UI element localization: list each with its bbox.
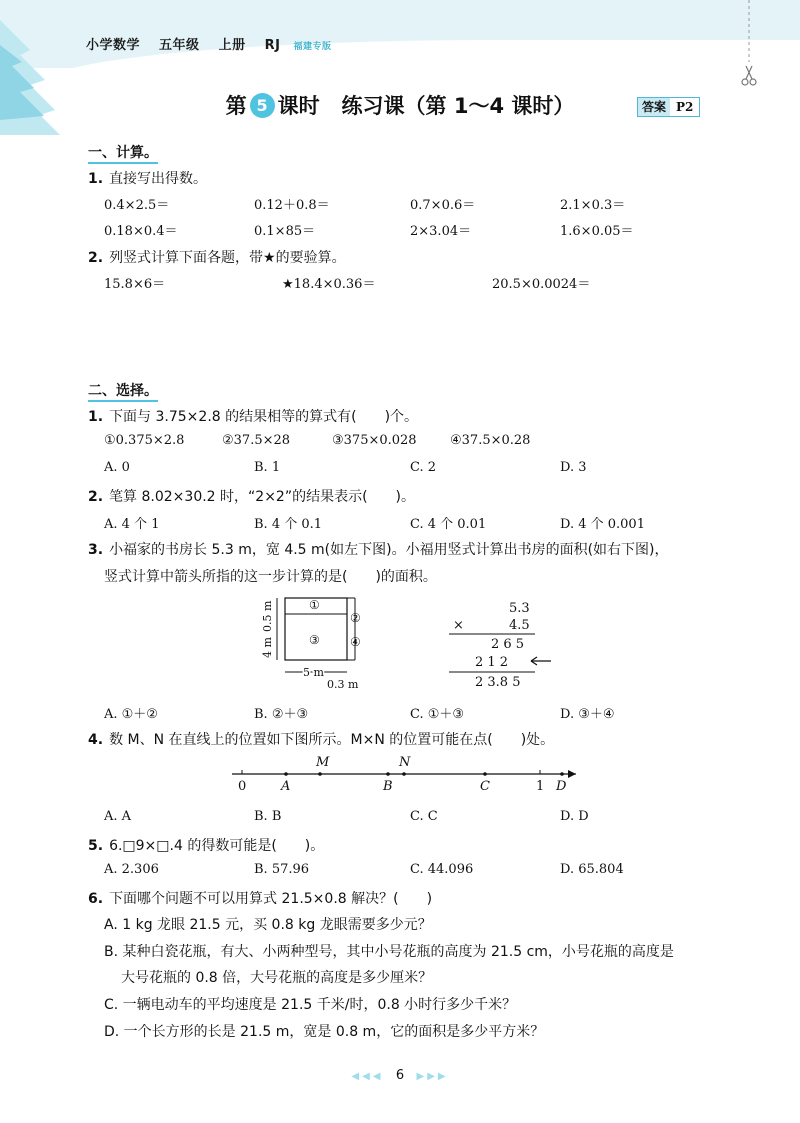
option-d[interactable]: D. 65.804: [560, 862, 624, 877]
expr-7: 2×3.04＝: [410, 224, 472, 239]
expr-4: 2.1×0.3＝: [560, 198, 626, 213]
choice-item: ④37.5×0.28: [450, 433, 531, 448]
one-label: 1: [536, 779, 545, 794]
expr-3: 0.7×0.6＝: [410, 198, 476, 213]
vertical-calc-1: 15.8×6＝: [104, 277, 166, 292]
choice-item: ①0.375×2.8: [104, 433, 185, 448]
section-heading-calc: 一、计算。: [88, 142, 158, 162]
header-region: 福建专版: [293, 42, 332, 52]
answer-reference: [637, 97, 700, 117]
question-2-5: 5. 6.□9×□.4 的得数可能是( )。: [88, 838, 325, 854]
title-name: 练习课（第 1～4 课时）: [341, 94, 575, 118]
option-d[interactable]: D. 4 个 0.001: [560, 517, 645, 532]
title-prefix: 第: [225, 94, 247, 118]
calc-row-3: 2 6 5: [491, 637, 525, 652]
header-subject: 小学数学: [86, 38, 141, 53]
expr-1: 0.4×2.5＝: [104, 198, 170, 213]
region-1-label: ①: [309, 598, 320, 612]
option-a[interactable]: A. 0: [104, 460, 130, 475]
question-2-3: 3. 小福家的书房长 5.3 m，宽 4.5 m(如左下图)。小福用竖式计算出书房的面积(如右下图)，: [88, 542, 669, 558]
option-c[interactable]: C. 4 个 0.01: [410, 517, 487, 532]
section-heading-choice: 二、选择。: [88, 380, 158, 400]
option-a[interactable]: A. ①＋②: [104, 707, 158, 722]
region-2-label: ②: [350, 611, 361, 625]
vertical-multiplication: [445, 598, 570, 690]
left-arrows-icon: ◀◀◀: [351, 1071, 384, 1082]
question-2-4: 4. 数 M、N 在直线上的位置如下图所示。M×N 的位置可能在点( )处。: [88, 732, 555, 748]
option-d[interactable]: D. D: [560, 809, 589, 824]
header-volume: 上册: [218, 38, 246, 53]
region-3-label: ③: [309, 633, 320, 647]
option-d[interactable]: D. 3: [560, 460, 587, 475]
option-a[interactable]: A. A: [104, 809, 132, 824]
zero-label: 0: [238, 779, 247, 794]
lesson-number-badge: 5: [250, 93, 275, 118]
point-d-label: D: [556, 779, 567, 794]
option-b[interactable]: B. ②＋③: [254, 707, 309, 722]
point-a-label: A: [281, 779, 291, 794]
point-m-label: M: [316, 755, 330, 770]
option-d[interactable]: D. 一个长方形的长是 21.5 m，宽是 0.8 m，它的面积是多少平方米？: [104, 1024, 545, 1040]
dim-4-label: 4 m: [261, 637, 274, 658]
right-arrows-icon: ▶▶▶: [416, 1071, 449, 1082]
title-suffix: 课时: [277, 94, 320, 118]
option-b-line2: 大号花瓶的 0.8 倍，大号花瓶的高度是多少厘米？: [121, 970, 433, 986]
dim-05-label: 0.5 m: [261, 600, 274, 632]
option-c[interactable]: C. 2: [410, 460, 437, 475]
page-number: 6: [395, 1068, 405, 1083]
option-d[interactable]: D. ③＋④: [560, 707, 615, 722]
region-4-label: ④: [350, 635, 361, 649]
book-header: [86, 34, 346, 53]
question-2-3-line2: 竖式计算中箭头所指的这一步计算的是( )的面积。: [104, 569, 437, 585]
option-c[interactable]: C. 一辆电动车的平均速度是 21.5 千米/时，0.8 小时行多少千米？: [104, 997, 517, 1013]
question-1-2: 2. 列竖式计算下面各题，带★的要验算。: [88, 250, 346, 266]
option-c[interactable]: C. C: [410, 809, 438, 824]
option-b[interactable]: B. B: [254, 809, 282, 824]
calc-row-5: 2 3.8 5: [475, 675, 521, 690]
point-n-label: N: [399, 755, 411, 770]
option-c[interactable]: C. ①＋③: [410, 707, 465, 722]
expr-2: 0.12＋0.8＝: [254, 198, 330, 213]
answer-page: P2: [676, 100, 694, 114]
point-c-label: C: [480, 779, 490, 794]
option-b[interactable]: B. 1: [254, 460, 281, 475]
option-b[interactable]: B. 57.96: [254, 862, 310, 877]
choice-item: ③375×0.028: [332, 433, 417, 448]
question-2-6: 6. 下面哪个问题不可以用算式 21.5×0.8 解决？( ): [88, 891, 433, 907]
scissors-icon: [741, 0, 757, 95]
option-b[interactable]: B. 某种白瓷花瓶，有大、小两种型号，其中小号花瓶的高度为 21.5 cm，小号花瓶的高度是: [104, 944, 674, 960]
dim-5-label: 5 m: [303, 666, 324, 679]
option-a[interactable]: A. 2.306: [104, 862, 159, 877]
calc-row-1: 5.3: [509, 601, 530, 616]
expr-6: 0.1×85＝: [254, 224, 316, 239]
header-grade: 五年级: [159, 38, 200, 53]
option-c[interactable]: C. 44.096: [410, 862, 474, 877]
question-2-1: 1. 下面与 3.75×2.8 的结果相等的算式有( )个。: [88, 409, 419, 425]
expr-8: 1.6×0.05＝: [560, 224, 634, 239]
option-a[interactable]: A. 1 kg 龙眼 21.5 元，买 0.8 kg 龙眼需要多少元？: [104, 917, 432, 933]
dim-03-label: 0.3 m: [327, 678, 359, 691]
page-footer: [0, 1068, 800, 1083]
vertical-calc-2: ★18.4×0.36＝: [282, 277, 376, 292]
vertical-calc-3: 20.5×0.0024＝: [492, 277, 591, 292]
question-2-2: 2. 笔算 8.02×30.2 时，“2×2”的结果表示( )。: [88, 489, 416, 505]
answer-label: 答案: [638, 98, 670, 116]
point-b-label: B: [383, 779, 393, 794]
choice-item: ②37.5×28: [222, 433, 291, 448]
header-edition: RJ: [264, 38, 281, 53]
question-1-1: 1. 直接写出得数。: [88, 171, 208, 187]
calc-row-4: 2 1 2: [475, 655, 509, 670]
option-a[interactable]: A. 4 个 1: [104, 517, 160, 532]
option-b[interactable]: B. 4 个 0.1: [254, 517, 323, 532]
room-area-diagram: [255, 592, 385, 692]
calc-operator: ×: [453, 618, 464, 633]
expr-5: 0.18×0.4＝: [104, 224, 178, 239]
number-line: [228, 752, 588, 796]
calc-row-2: 4.5: [509, 618, 530, 633]
